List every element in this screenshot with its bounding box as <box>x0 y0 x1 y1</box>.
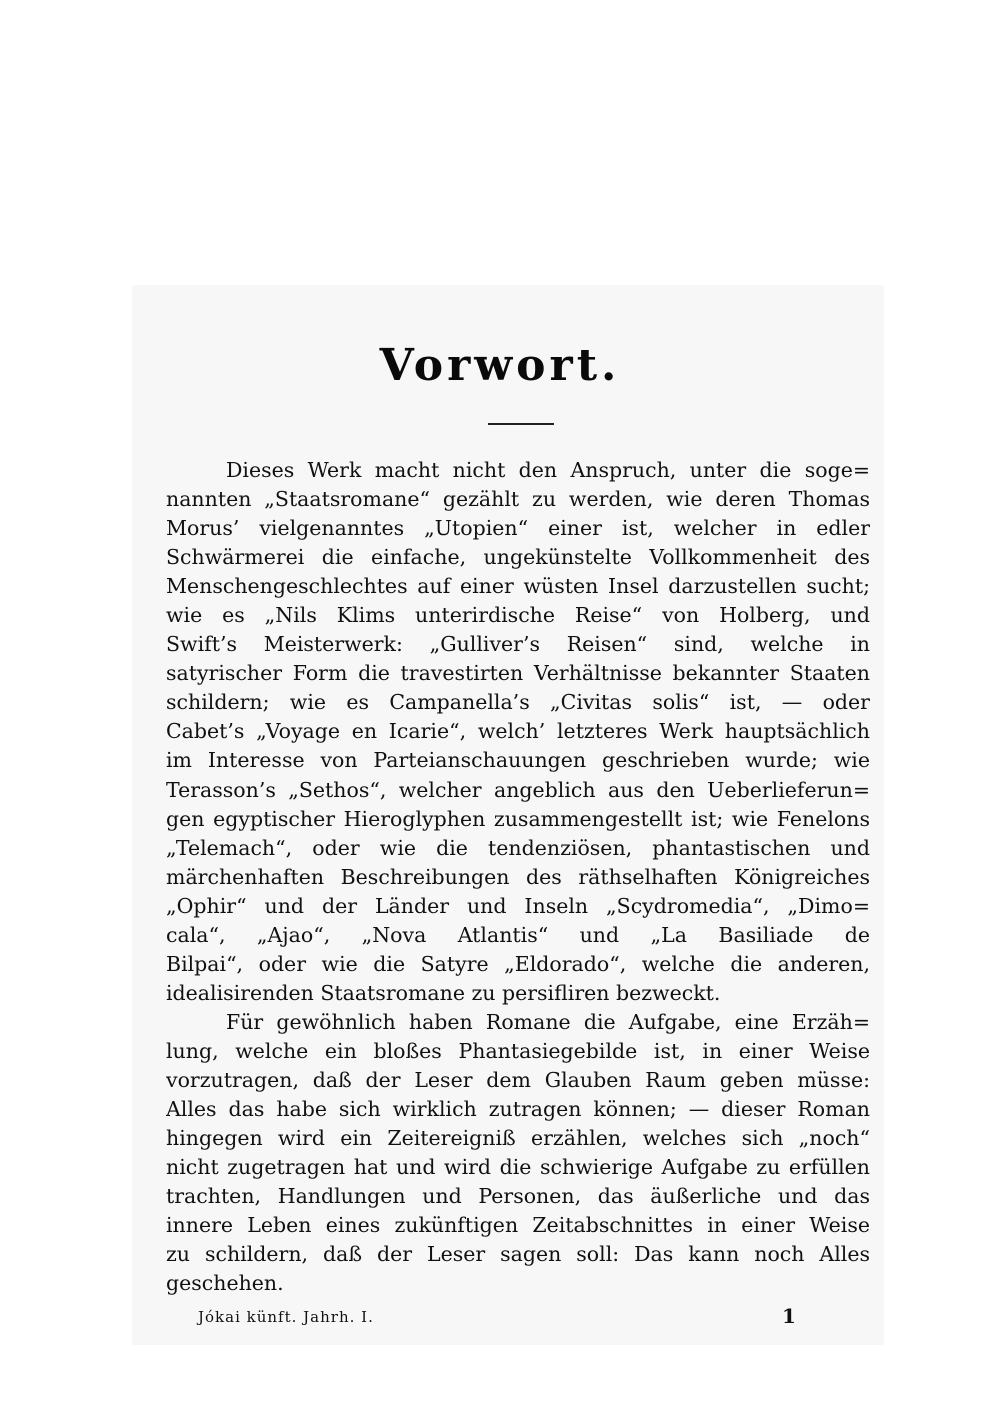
title-divider <box>488 423 554 425</box>
text-line: lung, welche ein bloßes Phantasiegebilde ist, in einer Weise <box>166 1038 870 1063</box>
text-line: zu schildern, daß der Leser sagen soll: Das kann noch Alles <box>166 1242 870 1267</box>
text-line: Menschengeschlechtes auf einer wüsten Insel darzustellen sucht; <box>166 574 870 599</box>
text-line: Bilpai“, oder wie die Satyre „Eldorado“, welche die anderen, <box>166 951 870 976</box>
text-line: wie es „Nils Klims unterirdische Reise“ von Holberg, und <box>166 603 870 628</box>
text-line: „Telemach“, oder wie die tendenziösen, phantastischen und <box>166 835 870 860</box>
text-line: Dieses Werk macht nicht den Anspruch, unter die soge= <box>226 458 870 482</box>
text-line: geschehen. <box>166 1271 284 1296</box>
text-line: idealisirenden Staatsromane zu persifliren bezweckt. <box>166 980 721 1005</box>
text-line: innere Leben eines zukünftigen Zeitabschnittes in einer Weise <box>166 1213 870 1238</box>
text-line: nannten „Staatsromane“ gezählt zu werden, wie deren Thomas <box>166 487 870 512</box>
text-line: nicht zugetragen hat und wird die schwierige Aufgabe zu erfüllen <box>166 1155 870 1180</box>
text-line: Alles das habe sich wirklich zutragen können; — dieser Roman <box>166 1097 870 1122</box>
page-number: 1 <box>782 1304 796 1328</box>
text-line: Terasson’s „Sethos“, welcher angeblich aus den Ueberlieferun= <box>166 777 870 802</box>
text-line: Schwärmerei die einfache, ungekünstelte Vollkommenheit des <box>166 545 870 570</box>
text-line: „Ophir“ und der Länder und Inseln „Scydromedia“, „Dimo= <box>166 893 870 918</box>
text-line: Morus’ vielgenanntes „Utopien“ einer ist, welcher in edler <box>166 516 870 541</box>
text-line: vorzutragen, daß der Leser dem Glauben Raum geben müsse: <box>166 1067 870 1092</box>
text-line: gen egyptischer Hieroglyphen zusammengestellt ist; wie Fenelons <box>166 806 870 831</box>
text-line: hingegen wird ein Zeitereigniß erzählen, welches sich „noch“ <box>166 1126 870 1151</box>
text-line: Cabet’s „Voyage en Icarie“, welch’ letzteres Werk hauptsächlich <box>166 719 870 744</box>
text-line: satyrischer Form die travestirten Verhältnisse bekannter Staaten <box>166 661 870 686</box>
text-line: märchenhaften Beschreibungen des räthselhaften Königreiches <box>166 864 870 889</box>
page-title: Vorwort. <box>379 340 621 391</box>
footer-signature: Jókai künft. Jahrh. I. <box>198 1308 374 1326</box>
text-line: trachten, Handlungen und Personen, das äußerliche und das <box>166 1184 870 1209</box>
body-text <box>166 456 870 1298</box>
text-line: cala“, „Ajao“, „Nova Atlantis“ und „La Basiliade de <box>166 922 870 947</box>
text-line: Für gewöhnlich haben Romane die Aufgabe, eine Erzäh= <box>226 1009 870 1034</box>
text-line: schildern; wie es Campanella’s „Civitas solis“ ist, — oder <box>166 690 870 715</box>
text-line: im Interesse von Parteianschauungen geschrieben wurde; wie <box>166 748 870 773</box>
text-line: Swift’s Meisterwerk: „Gulliver’s Reisen“ sind, welche in <box>166 632 870 657</box>
